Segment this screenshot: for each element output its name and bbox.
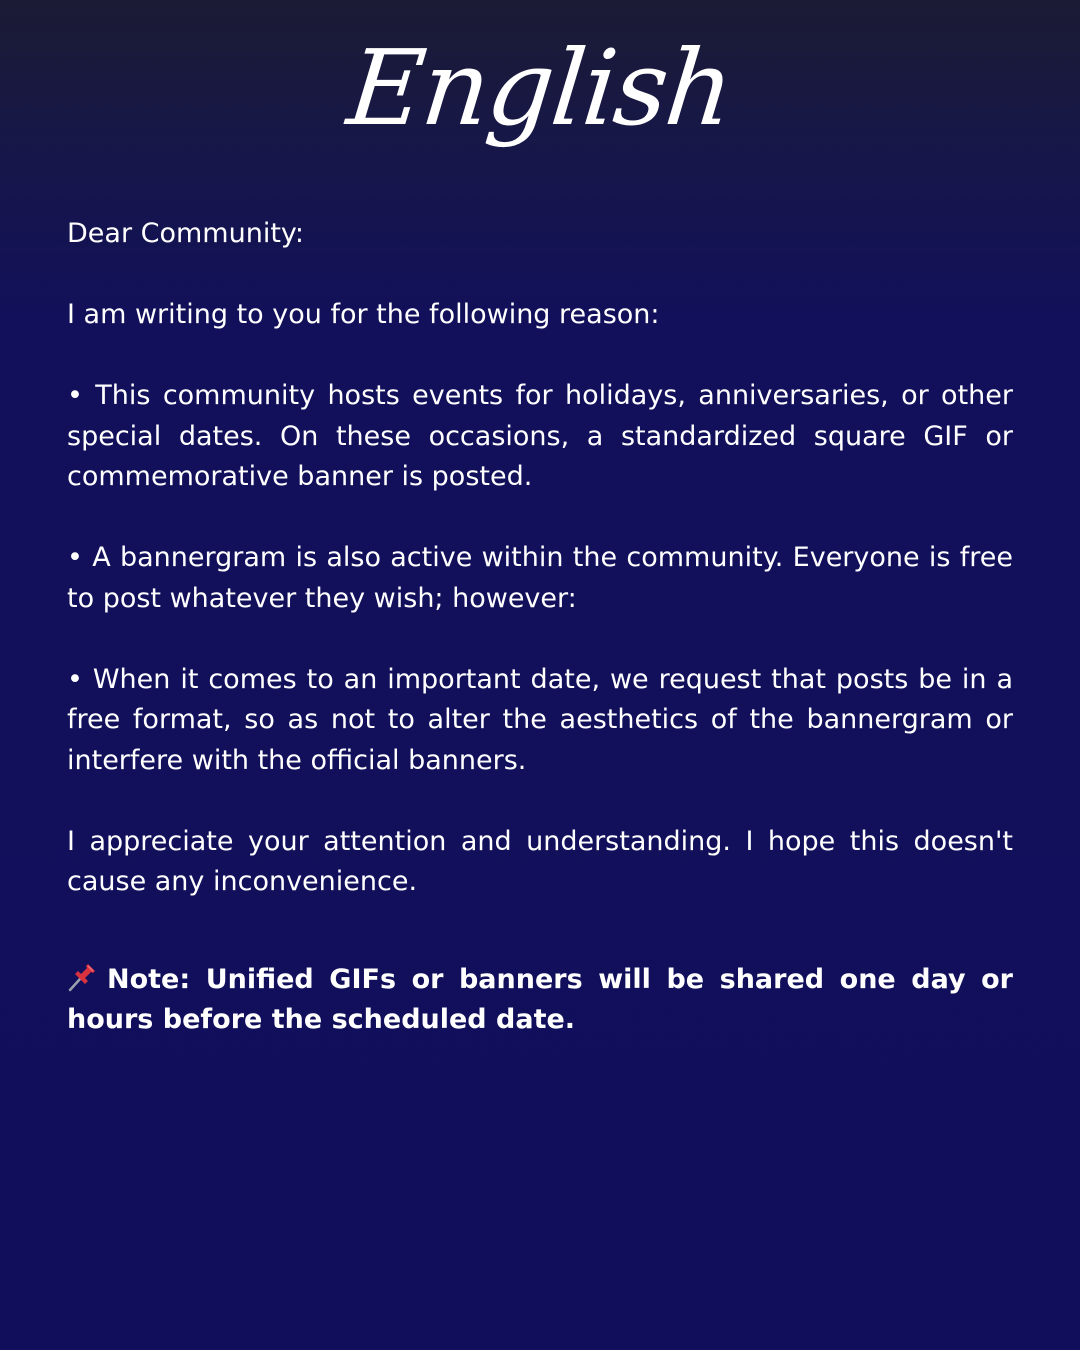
letter-body (67, 214, 1013, 1081)
bullet-events: • This community hosts events for holidays, anniversaries, or other special dates. On these occasions, a standardized square GIF or commemorative banner is posted. (67, 380, 1013, 492)
page-title: English (342, 27, 738, 149)
intro-paragraph: I am writing to you for the following reason: (67, 299, 660, 330)
bullet-important-date: • When it comes to an important date, we request that posts be in a free format, so as not to alter the aesthetics of the bannergram or interfere with the official banners. (67, 663, 1013, 776)
note-text: Note: Unified GIFs or banners will be shared one day or hours before the scheduled date. (67, 963, 1013, 1035)
greeting: Dear Community: (67, 218, 305, 249)
note-paragraph (67, 960, 1013, 1041)
bullet-bannergram: • A bannergram is also active within the community. Everyone is free to post whatever they wish; however: (67, 542, 1013, 614)
pushpin-icon (67, 962, 99, 992)
closing-paragraph: I appreciate your attention and understanding. I hope this doesn't cause any inconvenience. (67, 825, 1013, 897)
